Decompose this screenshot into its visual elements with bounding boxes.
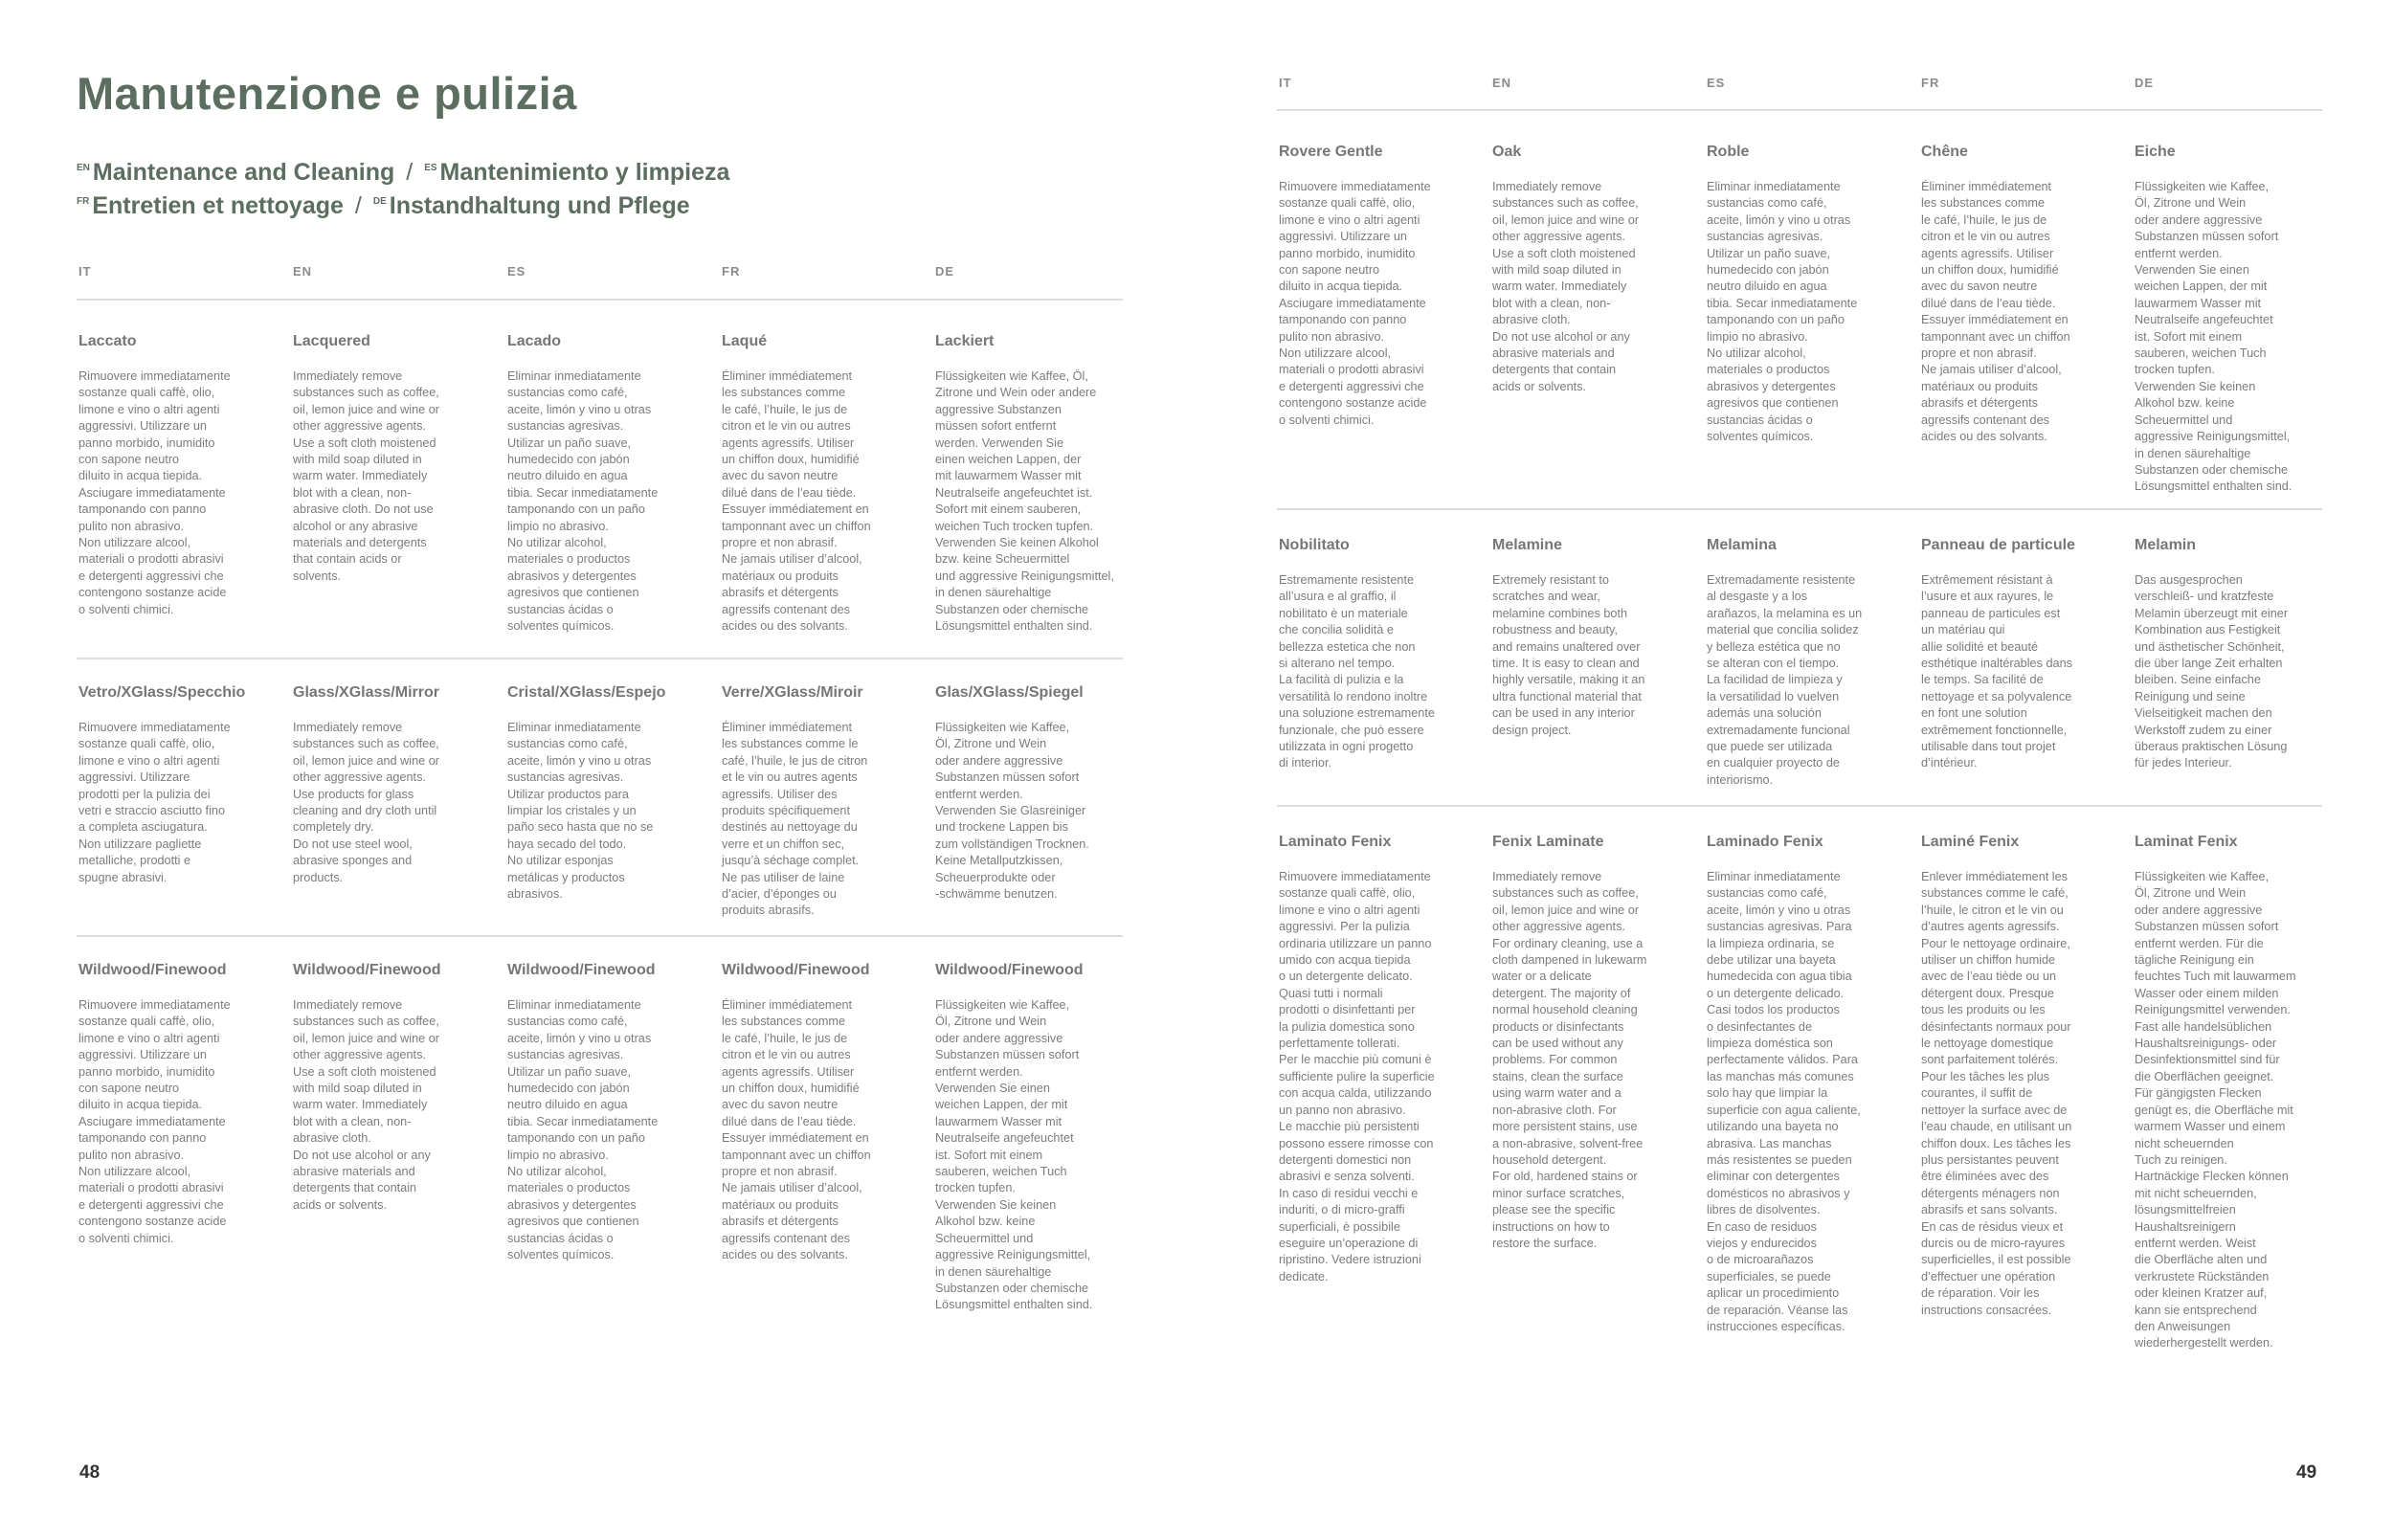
cell-it — [1279, 834, 1470, 1285]
cell-en — [293, 333, 484, 585]
cell-fr — [722, 684, 913, 920]
divider — [1277, 508, 2322, 510]
material-instructions: Estremamente resistente all’usura e al graffio, il nobilitato è un materiale che concilia solidità e bellezza estetica che non si alterano nel tempo. La facilità di pulizia e la versatilità lo rendono inoltre una soluzione estremamente funzionale, che può essere utilizzata in ogni progetto di interior. — [1279, 573, 1435, 770]
cell-de — [2135, 144, 2326, 496]
material-heading: Wildwood/Finewood — [293, 962, 441, 978]
material-instructions: Rimuovere immediatamente sostanze quali caffè, olio, limone e vino o altri agenti aggressivi. Utilizzare un panno morbido, inumidito con sapone neutro diluito in acqua tiepida. Asciugare immediatamente tamponando con panno pulito non abrasivo. Non utilizzare alcool, materiali o prodotti abrasivi e detergenti aggressivi che contengono sostanze acide o solventi chimici. — [1279, 180, 1431, 427]
page-title: Manutenzione e pulizia — [77, 68, 577, 119]
subtitle-de: Instandhaltung und Pflege — [389, 192, 690, 219]
page-number: 48 — [79, 1462, 101, 1483]
material-instructions: Flüssigkeiten wie Kaffee, Öl, Zitrone und Wein oder andere aggressive Substanzen müssen sofort entfernt werden. Für die tägliche Reinigung ein feuchtes Tuch mit lauwarmem Wasser oder einem milden Reinigungsmittel verwenden. Fast alle handelsüblichen Haushaltsreinigungs- oder Desinfektionsmittel sind für die Oberflächen geeignet. Für gängigsten Flecken genügt es, die Oberfläche mit warmem Wasser und einem nicht scheuernden Tuch zu reinigen. Hartnäckige Flecken können mit nicht scheuernden, lösungsmittelfreien Haushaltsreinigern entfernt werden. Weist die Oberfläche alten und verkrustete Rückständen oder kleinen Kratzer auf, kann sie entsprechend den Anweisungen wiederhergestellt werden. — [2135, 870, 2296, 1350]
cell-it — [1279, 144, 1470, 429]
lang-code-de: DE — [372, 196, 387, 207]
cell-fr — [1921, 537, 2113, 772]
material-heading: Laminé Fenix — [1921, 834, 2020, 850]
cell-en — [1492, 537, 1684, 739]
cell-fr — [722, 962, 913, 1264]
material-heading: Panneau de particule — [1921, 537, 2075, 553]
cell-it — [1279, 537, 1470, 772]
subtitle-line-2 — [77, 192, 690, 220]
column-header-en: EN — [293, 264, 313, 279]
material-instructions: Rimuovere immediatamente sostanze quali caffè, olio, limone e vino o altri agenti aggressivi. Utilizzare prodotti per la pulizia dei vetri e straccio asciutto fino a completa asciugatura. Non utilizzare pagliette metalliche, prodotti e spugne abrasivi. — [78, 721, 231, 884]
material-instructions: Éliminer immédiatement les substances comme le café, l’huile, le jus de citron et le vin ou autres agents agressifs. Utiliser un chiffon doux, humidifié avec du savon neutre dilué dans de l’eau tiède. Essuyer immédiatement en tamponnant avec un chiffon propre et non abrasif. Ne jamais utiliser d’alcool, matériaux ou produits abrasifs et détergents agressifs contenant des acides ou des solvants. — [1921, 180, 2070, 444]
material-heading: Laqué — [722, 333, 768, 349]
subtitle-separator: / — [406, 159, 414, 186]
material-instructions: Eliminar inmediatamente sustancias como café, aceite, limón y vino u otras sustancias agresivas. Utilizar un paño suave, humedecido con jabón neutro diluido en agua tibia. Secar inmediatamente tamponando con un paño limpio no abrasivo. No utilizar alcohol, materiales o productos abrasivos y detergentes agresivos que contienen sustancias ácidas o solventes químicos. — [507, 998, 659, 1262]
column-header-de: DE — [2135, 76, 2155, 90]
cell-de — [935, 684, 1127, 903]
material-heading: Wildwood/Finewood — [722, 962, 870, 978]
material-heading: Nobilitato — [1279, 537, 1350, 553]
material-instructions: Rimuovere immediatamente sostanze quali caffè, olio, limone e vino o altri agenti aggressivi. Per la pulizia ordinaria utilizzare un panno umido con acqua tiepida o un detergente delicato. Quasi tutti i normali prodotti o disinfettanti per la pulizia domestica sono perfettamente tollerati. Per le macchie più comuni è sufficiente pulire la superficie con acqua calda, utilizzando un panno non abrasivo. Le macchie più persistenti possono essere rimosse con detergenti domestici non abrasivi e senza solventi. In caso di residui vecchi e induriti, o di micro-graffi superficiali, è possibile eseguire un’operazione di ripristino. Vedere istruzioni dedicate. — [1279, 870, 1435, 1283]
material-heading: Lacquered — [293, 333, 370, 349]
cell-es — [507, 333, 699, 636]
material-instructions: Immediately remove substances such as coffee, oil, lemon juice and wine or other aggressive agents. For ordinary cleaning, use a cloth dampened in lukewarm water or a delicate detergent. The majority of normal household cleaning products or disinfectants can be used without any problems. For common stains, clean the surface using warm water and a non-abrasive cloth. For more persistent stains, use a non-abrasive, solvent-free household detergent. For old, hardened stains or minor surface scratches, please see the specific instructions on how to restore the surface. — [1492, 870, 1647, 1250]
subtitle-fr: Entretien et nettoyage — [92, 192, 344, 219]
material-heading: Vetro/XGlass/Specchio — [78, 684, 246, 701]
material-instructions: Flüssigkeiten wie Kaffee, Öl, Zitrone und Wein oder andere aggressive Substanzen müssen sofort entfernt werden. Verwenden Sie einen weichen Lappen, der mit lauwarmem Wasser mit Neutralseife angefeuchtet ist. Sofort mit einem sauberen, weichen Tuch trocken tupfen. Verwenden Sie keinen Alkohol bzw. keine Scheuermittel und aggressive Reinigungsmittel, in denen säurehaltige Substanzen oder chemische Lösungsmittel enthalten sind. — [935, 998, 1093, 1312]
divider — [1277, 109, 2322, 111]
material-instructions: Éliminer immédiatement les substances comme le café, l’huile, le jus de citron et le vin ou autres agents agressifs. Utiliser un chiffon doux, humidifié avec du savon neutre dilué dans de l’eau tiède. Essuyer immédiatement en tamponnant avec un chiffon propre et non abrasif. Ne jamais utiliser d’alcool, matériaux ou produits abrasifs et détergents agressifs contenant des acides ou des solvants. — [722, 998, 871, 1262]
material-heading: Laminat Fenix — [2135, 834, 2238, 850]
cell-es — [507, 962, 699, 1264]
divider — [1277, 805, 2322, 807]
material-instructions: Immediately remove substances such as coffee, oil, lemon juice and wine or other aggressive agents. Use a soft cloth moistened with mild soap diluted in warm water. Immediately blot with a clean, non- abrasive cloth. Do not use alcohol or any abrasive materials and detergents that contain acids or solvents. — [293, 369, 440, 583]
column-header-fr: FR — [1921, 76, 1940, 90]
material-instructions: Rimuovere immediatamente sostanze quali caffè, olio, limone e vino o altri agenti aggressivi. Utilizzare un panno morbido, inumidito con sapone neutro diluito in acqua tiepida. Asciugare immediatamente tamponando con panno pulito non abrasivo. Non utilizzare alcool, materiali o prodotti abrasivi e detergenti aggressivi che contengono sostanze acide o solventi chimici. — [78, 998, 231, 1245]
material-instructions: Eliminar inmediatamente sustancias como café, aceite, limón y vino u otras sustancias agresivas. Para la limpieza ordinaria, se debe utilizar una bayeta humedecida con agua tibia o un detergente delicado. Casi todos los productos o desinfectantes de limpieza doméstica son perfectamente válidos. Para las manchas más comunes solo hay que limpiar la superficie con agua caliente, utilizando una bayeta no abrasiva. Las manchas más resistentes se pueden eliminar con detergentes domésticos no abrasivos y libres de disolventes. En caso de residuos viejos y endurecidos o de microarañazos superficiales, se puede aplicar un procedimiento de reparación. Véanse las instrucciones específicas. — [1707, 870, 1861, 1333]
cell-it — [78, 962, 270, 1247]
material-instructions: Flüssigkeiten wie Kaffee, Öl, Zitrone und Wein oder andere aggressive Substanzen müssen sofort entfernt werden. Verwenden Sie Glasreiniger und trockene Lappen bis zum vollständigen Trocknen. Keine Metallputzkissen, Scheuerprodukte oder -schwämme benutzen. — [935, 721, 1089, 902]
cell-fr — [1921, 834, 2113, 1319]
material-instructions: Extremadamente resistente al desgaste y a los arañazos, la melamina es un material que concilia solidez y belleza estética que no se alteran con el tiempo. La facilidad de limpieza y la versatilidad lo vuelven además una solución extremadamente funcional que puede ser utilizada en cualquier proyecto de interiorismo. — [1707, 573, 1863, 787]
material-instructions: Flüssigkeiten wie Kaffee, Öl, Zitrone und Wein oder andere aggressive Substanzen müssen sofort entfernt werden. Verwenden Sie einen weichen Lappen, der mit lauwarmem Wasser mit Neutralseife angefeuchtet ist. Sofort mit einem sauberen, weichen Tuch trocken tupfen. Verwenden Sie keinen Alkohol bzw. keine Scheuermittel und aggressive Reinigungsmittel, in denen säurehaltige Substanzen oder chemische Lösungsmittel enthalten sind. — [935, 369, 1114, 634]
material-instructions: Éliminer immédiatement les substances comme le café, l’huile, le jus de citron et le vin ou autres agents agressifs. Utiliser des produits spécifiquement destinés au nettoyage du verre et un chiffon sec, jusqu’à séchage complet. Ne pas utiliser de laine d’acier, d’éponges ou produits abrasifs. — [722, 721, 868, 918]
cell-de — [935, 962, 1127, 1314]
cell-it — [78, 684, 270, 886]
material-instructions: Extremely resistant to scratches and wear, melamine combines both robustness and beauty, and remains unaltered over time. It is easy to clean and highly versatile, making it an ultra functional material that can be used in any interior design project. — [1492, 573, 1645, 737]
material-heading: Lackiert — [935, 333, 995, 349]
material-heading: Eiche — [2135, 144, 2176, 160]
material-heading: Verre/XGlass/Miroir — [722, 684, 863, 701]
divider — [77, 658, 1123, 659]
right-page — [1196, 0, 2393, 1540]
material-heading: Wildwood/Finewood — [78, 962, 227, 978]
column-header-de: DE — [935, 264, 955, 279]
cell-en — [1492, 144, 1684, 395]
material-heading: Cristal/XGlass/Espejo — [507, 684, 666, 701]
material-heading: Glas/XGlass/Spiegel — [935, 684, 1084, 701]
material-instructions: Flüssigkeiten wie Kaffee, Öl, Zitrone und Wein oder andere aggressive Substanzen müssen sofort entfernt werden. Verwenden Sie einen weichen Lappen, der mit lauwarmem Wasser mit Neutralseife angefeuchtet ist. Sofort mit einem sauberen, weichen Tuch trocken tupfen. Verwenden Sie keinen Alkohol bzw. keine Scheuermittel und aggressive Reinigungsmittel, in denen säurehaltige Substanzen oder chemische Lösungsmittel enthalten sind. — [2135, 180, 2292, 494]
material-heading: Melamina — [1707, 537, 1777, 553]
divider — [77, 299, 1123, 301]
material-heading: Chêne — [1921, 144, 1968, 160]
material-heading: Lacado — [507, 333, 562, 349]
column-header-es: ES — [1707, 76, 1726, 90]
lang-code-en: EN — [77, 163, 90, 173]
cell-fr — [722, 333, 913, 636]
material-instructions: Immediately remove substances such as coffee, oil, lemon juice and wine or other aggressive agents. Use a soft cloth moistened with mild soap diluted in warm water. Immediately blot with a clean, non- abrasive cloth. Do not use alcohol or any abrasive materials and detergents that contain acids or solvents. — [1492, 180, 1640, 393]
material-heading: Rovere Gentle — [1279, 144, 1383, 160]
cell-de — [2135, 537, 2326, 772]
page-number: 49 — [2296, 1462, 2317, 1483]
material-heading: Laminato Fenix — [1279, 834, 1392, 850]
material-instructions: Eliminar inmediatamente sustancias como café, aceite, limón y vino u otras sustancias agresivas. Utilizar un paño suave, humedecido con jabón neutro diluido en agua tibia. Secar inmediatamente tamponando con un paño limpio no abrasivo. No utilizar alcohol, materiales o productos abrasivos y detergentes agresivos que contienen sustancias ácidas o solventes químicos. — [507, 369, 659, 634]
column-header-fr: FR — [722, 264, 741, 279]
material-instructions: Immediately remove substances such as coffee, oil, lemon juice and wine or other aggressive agents. Use a soft cloth moistened with mild soap diluted in warm water. Immediately blot with a clean, non- abrasive cloth. Do not use alcohol or any abrasive materials and detergents that contain acids or solvents. — [293, 998, 440, 1212]
material-heading: Glass/XGlass/Mirror — [293, 684, 439, 701]
lang-code-es: ES — [424, 163, 437, 173]
cell-en — [293, 962, 484, 1214]
cell-it — [78, 333, 270, 618]
material-instructions: Immediately remove substances such as coffee, oil, lemon juice and wine or other aggressive agents. Use products for glass cleaning and dry cloth until completely dry. Do not use steel wool, abrasive sponges and products. — [293, 721, 440, 884]
cell-de — [935, 333, 1127, 636]
subtitle-en: Maintenance and Cleaning — [92, 159, 395, 186]
cell-en — [1492, 834, 1684, 1252]
column-header-es: ES — [507, 264, 526, 279]
material-heading: Oak — [1492, 144, 1522, 160]
material-heading: Wildwood/Finewood — [935, 962, 1084, 978]
material-instructions: Eliminar inmediatamente sustancias como café, aceite, limón y vino u otras sustancias agresivas. Utilizar un paño suave, humedecido con jabón neutro diluido en agua tibia. Secar inmediatamente tamponando con un paño limpio no abrasivo. No utilizar alcohol, materiales o productos abrasivos y detergentes agresivos que contienen sustancias ácidas o solventes químicos. — [1707, 180, 1858, 444]
material-heading: Melamine — [1492, 537, 1562, 553]
material-heading: Laminado Fenix — [1707, 834, 1823, 850]
material-instructions: Éliminer immédiatement les substances comme le café, l’huile, le jus de citron et le vin ou autres agents agressifs. Utiliser un chiffon doux, humidifié avec du savon neutre dilué dans de l’eau tiède. Essuyer immédiatement en tamponnant avec un chiffon propre et non abrasif. Ne jamais utiliser d’alcool, matériaux ou produits abrasifs et détergents agressifs contenant des acides ou des solvants. — [722, 369, 871, 634]
cell-es — [507, 684, 699, 903]
lang-code-fr: FR — [77, 196, 90, 207]
column-header-en: EN — [1492, 76, 1512, 90]
material-heading: Roble — [1707, 144, 1750, 160]
divider — [77, 935, 1123, 937]
cell-fr — [1921, 144, 2113, 446]
material-instructions: Rimuovere immediatamente sostanze quali caffè, olio, limone e vino o altri agenti aggressivi. Utilizzare un panno morbido, inumidito con sapone neutro diluito in acqua tiepida. Asciugare immediatamente tamponando con panno pulito non abrasivo. Non utilizzare alcool, materiali o prodotti abrasivi e detergenti aggressivi che contengono sostanze acide o solventi chimici. — [78, 369, 231, 616]
cell-en — [293, 684, 484, 886]
material-instructions: Extrêmement résistant à l’usure et aux rayures, le panneau de particules est un matériau qui allie solidité et beauté esthétique inaltérables dans le temps. Sa facilité de nettoyage et sa polyvalence en font une solution extrêmement fonctionnelle, utilisable dans tout projet d’intérieur. — [1921, 573, 2072, 770]
subtitle-separator: / — [354, 192, 362, 219]
cell-de — [2135, 834, 2326, 1352]
material-heading: Fenix Laminate — [1492, 834, 1604, 850]
material-heading: Melamin — [2135, 537, 2197, 553]
material-heading: Wildwood/Finewood — [507, 962, 656, 978]
material-instructions: Enlever immédiatement les substances comme le café, l’huile, le citron et le vin ou d’autres agents agressifs. Pour le nettoyage ordinaire, utiliser un chiffon humide avec de l’eau tiède ou un détergent doux. Presque tous les produits ou les désinfectants normaux pour le nettoyage domestique sont parfaitement tolérés. Pour les tâches les plus courantes, il suffit de nettoyer la surface avec de l’eau chaude, en utilisant un chiffon doux. Les tâches les plus persistantes peuvent être éliminées avec des détergents ménagers non abrasifs et sans solvants. En cas de résidus vieux et durcis ou de micro-rayures superficielles, il est possible d’effectuer une opération de réparation. Voir les instructions consacrées. — [1921, 870, 2072, 1317]
material-instructions: Das ausgesprochen verschleiß- und kratzfeste Melamin überzeugt mit einer Kombination aus Festigkeit und ästhetischer Schönheit, die über lange Zeit erhalten bleiben. Seine einfache Reinigung und seine Vielseitigkeit machen den Werkstoff zudem zu einer überaus praktischen Lösung für jedes Interieur. — [2135, 573, 2289, 770]
column-header-it: IT — [1279, 76, 1292, 90]
subtitle-line-1 — [77, 159, 729, 187]
material-heading: Laccato — [78, 333, 137, 349]
material-instructions: Eliminar inmediatamente sustancias como café, aceite, limón y vino u otras sustancias agresivas. Utilizar productos para limpiar los cristales y un paño seco hasta que no se haya secado del todo. No utilizar esponjas metálicas y productos abrasivos. — [507, 721, 654, 902]
column-header-it: IT — [78, 264, 92, 279]
cell-es — [1707, 834, 1898, 1335]
cell-es — [1707, 144, 1898, 446]
left-page — [0, 0, 1196, 1540]
subtitle-es: Mantenimiento y limpieza — [439, 159, 730, 186]
cell-es — [1707, 537, 1898, 789]
